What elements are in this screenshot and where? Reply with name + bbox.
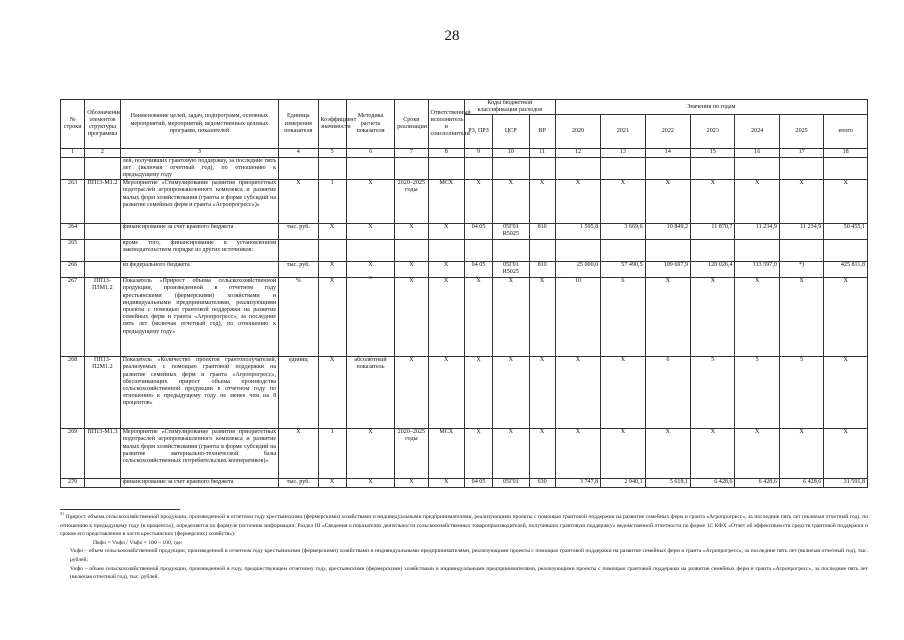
header-year: 2020 — [555, 115, 600, 149]
cell-rz: Х — [464, 180, 492, 224]
cell-rz: Х — [464, 357, 492, 429]
col-index: 9 — [464, 149, 492, 157]
cell-coef: 1 — [318, 429, 346, 479]
header-exec: Ответственный исполнитель и соисполнители — [428, 100, 464, 149]
cell-name: финансирование за счет краевого бюджета — [120, 224, 279, 240]
header-year: 2025 — [779, 115, 823, 149]
cell-coef: 1 — [318, 180, 346, 224]
cell-total: Х — [824, 278, 868, 357]
cell-value: Х — [779, 180, 823, 224]
header-coef: Коэффициент значимости — [318, 100, 346, 149]
cell-unit: Х — [279, 180, 318, 224]
cell-value: Х — [601, 180, 645, 224]
cell-unit: тыс. руб. — [279, 262, 318, 278]
cell-value: Х — [691, 429, 735, 479]
footnote-ref: 31 — [368, 275, 373, 281]
cell-code: ПП13-П2М1.2 — [85, 357, 120, 429]
cell-value: 57 490,5 — [601, 262, 645, 278]
header-name: Наименование целей, задач, подпрограмм, основных мероприятий, мероприятий, ведомственных целевых программ, показателей — [120, 100, 279, 149]
cell-method: Х — [346, 180, 394, 224]
col-index: 1 — [61, 149, 85, 157]
cell-value: Х — [645, 180, 690, 224]
cell-unit: тыс. руб. — [279, 224, 318, 240]
header-unit: Единица измерения показателя — [279, 100, 318, 149]
cell-term: Х — [395, 278, 428, 357]
cell-value: 5 — [691, 357, 735, 429]
cell-total: 31 591,8 — [824, 479, 868, 488]
cell-exec: Х — [428, 278, 464, 357]
cell-vr: 630 — [529, 479, 555, 488]
footnote-31 — [60, 513, 868, 539]
cell-value: *) — [779, 262, 823, 278]
col-index: 16 — [735, 149, 779, 157]
cell-unit: % — [279, 278, 318, 357]
cell-value: Х — [691, 180, 735, 224]
footnote-mark: 31 — [60, 511, 64, 517]
cell-code: ПП13-П3М1.2 — [85, 278, 120, 357]
cell-vr: Х — [529, 357, 555, 429]
cell-unit: тыс. руб. — [279, 479, 318, 488]
cell-no: 265 — [61, 240, 85, 262]
col-index: 12 — [555, 149, 600, 157]
cell-exec: МСХ — [428, 429, 464, 479]
col-index: 17 — [779, 149, 823, 157]
header-total: итого — [824, 115, 868, 149]
cell-coef: Х — [318, 357, 346, 429]
cell-name: Мероприятие «Стимулирование развития приоритетных подотраслей агропромышленного комплекса и развитие малых форм хозяйствования (гранты в форме субсидий на развитие семейных ферм и гранта «Агропрогресс»)» — [120, 180, 279, 224]
cell-term: Х — [395, 357, 428, 429]
table-row — [61, 278, 868, 357]
cell-value: 25 000,0 — [555, 262, 600, 278]
cell-csr: Х — [493, 357, 529, 429]
header-term: Сроки реализации — [395, 100, 428, 149]
cell-total: 425 811,8 — [824, 262, 868, 278]
header-year: 2022 — [645, 115, 690, 149]
cell-value: 2 940,1 — [601, 479, 645, 488]
cell-vr: 810 — [529, 262, 555, 278]
cell-value: 6 428,6 — [779, 479, 823, 488]
cell-csr: 05Г01 — [493, 479, 529, 488]
page-number: 28 — [444, 28, 460, 44]
cell-total: 50 455,1 — [824, 224, 868, 240]
col-index: 6 — [346, 149, 394, 157]
cell-value: Х — [735, 429, 779, 479]
cell-value: 11 234,9 — [735, 224, 779, 240]
cell-no: 263 — [61, 180, 85, 224]
cell-method — [346, 275, 394, 357]
col-index: 14 — [645, 149, 690, 157]
cell-vr: Х — [529, 278, 555, 357]
cell-value: Х — [645, 429, 690, 479]
cell-exec: Х — [428, 357, 464, 429]
cell-value: 6 428,6 — [735, 479, 779, 488]
table-row — [61, 357, 868, 429]
cell-name: Мероприятие «Стимулирование развития приоритетных подотраслей агропромышленного комплекса и развитие малых форм хозяйствования (гранты в форме субсидий на развитие материально-технической базы сельскохозяйственных потребительских кооперативов)» — [120, 429, 279, 479]
cell-value: Х — [645, 278, 690, 357]
cell-value: 5 — [779, 357, 823, 429]
cell-value: 5 618,1 — [645, 479, 690, 488]
cell-no: 266 — [61, 262, 85, 278]
cell-coef: Х — [318, 224, 346, 240]
header-code: Обозначение элементов структуры программы — [85, 100, 120, 149]
cell-coef: Х — [318, 479, 346, 488]
cell-csr: Х — [493, 429, 529, 479]
col-index: 15 — [691, 149, 735, 157]
cell-vr: Х — [529, 429, 555, 479]
cell-no: 264 — [61, 224, 85, 240]
header-budget: Коды бюджетной классификации расходов — [464, 100, 555, 115]
cell-value: Х — [779, 429, 823, 479]
col-index: 13 — [601, 149, 645, 157]
cell-total: Х — [824, 180, 868, 224]
cell-name: финансирование за счет краевого бюджета — [120, 479, 279, 488]
table-row — [61, 479, 868, 488]
cell-exec: Х — [428, 224, 464, 240]
cell-vr: Х — [529, 180, 555, 224]
cell-value: 6 428,6 — [691, 479, 735, 488]
footnote-formula: Пкфо = Vкфо / Vкфо × 100 – 100, где: — [93, 539, 183, 546]
col-index: 4 — [279, 149, 318, 157]
cell-value: 109 697,9 — [645, 262, 690, 278]
col-index: 10 — [493, 149, 529, 157]
table-row — [61, 429, 868, 479]
header-vr: ВР — [529, 115, 555, 149]
table-row — [61, 262, 868, 278]
header-csr: ЦСР — [493, 115, 529, 149]
cell-value: 10 — [555, 278, 600, 357]
cell-rz: Х — [464, 429, 492, 479]
cell-name: Показатель «Прирост объема сельскохозяйственной продукции, произведенной в отчетном году крестьянскими (фермерскими) хозяйствами и индивидуальными предпринимателями, реализующими проекты с помощью грантовой поддержки на развитие семейных ферм и гранта «Агропрогресс», за последние пять лет (включая отчетный год), по отношению к предыдущему году» — [120, 278, 279, 357]
col-index: 5 — [318, 149, 346, 157]
footnote-divider — [60, 509, 180, 510]
cell-total: Х — [824, 429, 868, 479]
cell-no: 269 — [61, 429, 85, 479]
cell-value: 1 595,8 — [555, 224, 600, 240]
table-row — [61, 157, 868, 180]
header-method: Методика расчета показателя — [346, 100, 394, 149]
header-row-1 — [61, 100, 868, 115]
col-index: 2 — [85, 149, 120, 157]
cell-term: Х — [395, 224, 428, 240]
cell-value: Х — [555, 357, 600, 429]
cell-name: лей, получивших грантовую поддержку, за последние пять лет (включая отчетный год), по отношению к предыдущему году — [120, 157, 279, 180]
cell-term: 2020–2025 годы — [395, 429, 428, 479]
cell-value: 3 747,8 — [555, 479, 600, 488]
table-row — [61, 224, 868, 240]
cell-value: Х — [779, 278, 823, 357]
cell-value: 10 849,2 — [645, 224, 690, 240]
cell-value: Х — [735, 278, 779, 357]
cell-value: 6 — [601, 278, 645, 357]
header-no: № строки — [61, 100, 85, 149]
cell-code: ПП13-М1.2 — [85, 180, 120, 224]
cell-unit: единиц — [279, 357, 318, 429]
col-index: 3 — [120, 149, 279, 157]
col-index: 11 — [529, 149, 555, 157]
cell-name: из федерального бюджета — [120, 262, 279, 278]
cell-coef: Х — [318, 278, 346, 357]
cell-name: Показатель «Количество проектов грантополучателей, реализуемых с помощью грантовой поддержки на развитие семейных ферм и гранта «Агропрогресс», обеспечивающих прирост объема производства сельскохозяйственной продукции в отчетном году по отношению к предыдущему году не менее чем на 8 процентов» — [120, 357, 279, 429]
footnote-text: Прирост объема сельскохозяйственной продукции, произведенной в отчетном году крестьянскими (фермерскими) хозяйствами и индивидуальными предпринимателями, реализующими проекты с помощью грантовой поддержки на развитие семейных ферм и гранта «Агропрогресс», за последние пять лет (включая отчетный год), по отношению к предыдущему году (в процентах), определяется по формуле (источник информации: Раздел III «Сведения о показателях деятельности сельскохозяйственных товаропроизводителей, получивших грантовую поддержку» ведомственной отчетности по форме 1С КФХ «Отчет об эффективности средств грантовой поддержки и сроков его представления в части крестьянских (фермерских) хозяйств»): — [60, 514, 868, 538]
cell-value: 5 — [735, 357, 779, 429]
cell-no: 267 — [61, 278, 85, 357]
cell-value: 3 669,6 — [601, 224, 645, 240]
cell-method: абсолютный показатель — [346, 357, 394, 429]
cell-exec: МСХ — [428, 180, 464, 224]
cell-method: Х — [346, 262, 394, 278]
table-row — [61, 180, 868, 224]
cell-term: 2020–2025 годы — [395, 180, 428, 224]
header-values: Значения по годам — [555, 100, 867, 115]
col-index: 18 — [824, 149, 868, 157]
cell-value: 113 597,0 — [735, 262, 779, 278]
cell-value: Х — [601, 357, 645, 429]
header-year: 2021 — [601, 115, 645, 149]
cell-vr: 810 — [529, 224, 555, 240]
col-index: 8 — [428, 149, 464, 157]
cell-unit: Х — [279, 429, 318, 479]
cell-csr: Х — [493, 278, 529, 357]
header-rz: РЗ, ПРЗ — [464, 115, 492, 149]
column-index-row — [61, 149, 868, 157]
cell-value: 6 — [645, 357, 690, 429]
cell-csr: 05Г01 R5025 — [493, 262, 529, 278]
cell-rz: Х — [464, 278, 492, 357]
cell-value: Х — [555, 180, 600, 224]
cell-total: Х — [824, 357, 868, 429]
cell-value: 120 026,4 — [691, 262, 735, 278]
footnote-definition: Vкфо – объем сельскохозяйственной продукции, произведенной в отчетном году крестьянскими (фермерскими) хозяйствами и индивидуальными предпринимателями, реализующими проекты с помощью грантовой поддержки на развитие семейных ферм и гранта «Агропрогресс», за последние пять лет (включая отчетный год), тыс. рублей; — [70, 548, 868, 563]
cell-no: 270 — [61, 479, 85, 488]
header-year: 2024 — [735, 115, 779, 149]
cell-rz: 04 05 — [464, 262, 492, 278]
cell-value: 11 234,9 — [779, 224, 823, 240]
cell-coef: Х — [318, 262, 346, 278]
header-year: 2023 — [691, 115, 735, 149]
cell-exec: Х — [428, 479, 464, 488]
program-table — [60, 99, 868, 488]
cell-name: кроме того, финансирование в установленном законодательством порядке из других источников: — [120, 240, 279, 262]
col-index: 7 — [395, 149, 428, 157]
cell-csr: Х — [493, 180, 529, 224]
cell-csr: 05Г01 R5025 — [493, 224, 529, 240]
cell-value: Х — [601, 429, 645, 479]
cell-rz: 04 05 — [464, 224, 492, 240]
cell-value: 11 870,7 — [691, 224, 735, 240]
cell-value: Х — [555, 429, 600, 479]
footnote-definition: Vкфо – объем сельскохозяйственной продукции, произведенной в году, предшествующем отчетному году, крестьянскими (фермерскими) хозяйствами и индивидуальными предпринимателями, реализующими проекты с помощью грантовой поддержки на развитие семейных ферм и гранта «Агропрогресс», за последние пять лет (включая отчетный год), тыс. рублей. — [70, 565, 868, 581]
cell-rz: 04 05 — [464, 479, 492, 488]
cell-term: Х — [395, 262, 428, 278]
cell-code: ПП13-М1.3 — [85, 429, 120, 479]
cell-method: Х — [346, 224, 394, 240]
cell-no: 268 — [61, 357, 85, 429]
cell-value: Х — [691, 278, 735, 357]
cell-method: Х — [346, 479, 394, 488]
cell-exec: Х — [428, 262, 464, 278]
table-row — [61, 240, 868, 262]
cell-value: Х — [735, 180, 779, 224]
footnotes — [60, 513, 868, 582]
cell-method: Х — [346, 429, 394, 479]
cell-term: Х — [395, 479, 428, 488]
